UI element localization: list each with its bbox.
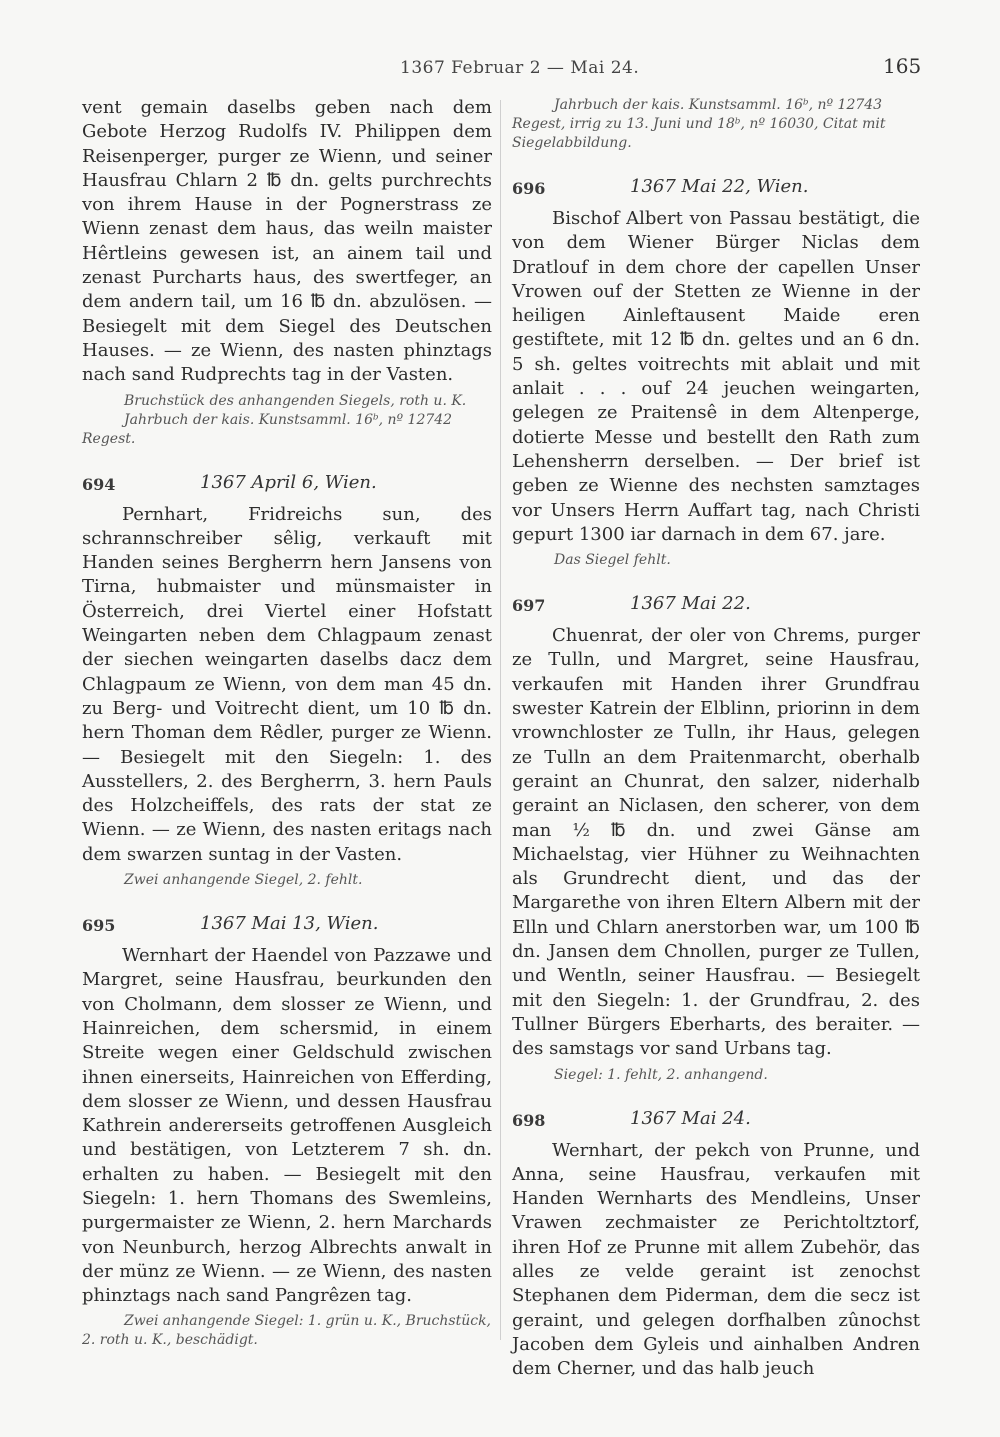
entry-heading-694 (82, 471, 492, 497)
right-column (512, 96, 920, 1381)
note-line: 2. roth u. K., beschädigt. (82, 1332, 258, 1349)
note-line: Zwei anhangende Siegel: 1. grün u. K., Bruchstück, (124, 1313, 492, 1330)
entry-heading-696 (512, 175, 920, 201)
entry-text-695: Wernhart der Haendel von Pazzawe und Margret, seine Hausfrau, beurkunden den von Cholmann, dem slosser ze Wienn, und Hainreichen, dem schersmid, in einem Streite wegen einer Geldschuld zwischen ihnen einerseits, Hainreichen von Efferding, dem slosser ze Wienn, und dessen Hausfrau Kathrein andererseits getroffenen Ausgleich und bestätigen, von Letzterem 7 sh. dn. erhalten zu haben. — Besiegelt mit den Siegeln: 1. hern Thomans des Swemleins, purgermaister ze Wienn, 2. hern Marchards von Neunburch, herzog Albrechts anwalt in der münz ze Wienn. — ze Wienn, des nasten phinztags nach sand Pangrêzen tag. (82, 945, 492, 1307)
entry-date: 1367 Mai 13, Wien. (200, 913, 379, 935)
note-line: Jahrbuch der kais. Kunstsamml. 16ᵇ, nº 12742 (124, 411, 453, 428)
page-number: 165 (883, 54, 922, 78)
entry-number: 698 (512, 1110, 546, 1130)
entry-date: 1367 Mai 22. (630, 593, 751, 615)
continued-entry-text: vent gemain daselbs geben nach dem Gebote Herzog Rudolfs IV. Philippen dem Reisenperger, purger ze Wienn, und seiner Hausfrau Chlarn 2 ℔ dn. gelts purchrechts von ihrem Hause in der Pognerstrass ze Wienn zenast dem haus, das weiln maister Hêrtleins gewesen ist, an ainem tail und zenast Purcharts haus, des swertfeger, an dem andern tail, um 16 ℔ dn. abzulösen. — Besiegelt mit dem Siegel des Deutschen Hauses. — ze Wienn, des nasten phinztags nach sand Rudprechts tag in der Vasten. (82, 97, 492, 386)
entry-date: 1367 Mai 22, Wien. (630, 176, 809, 197)
entry-text-694: Pernhart, Fridreichs sun, des schrannschreiber sêlig, verkauft mit Handen seines Bergherrn hern Jansens von Tirna, hubmaister und münsmaister in Österreich, drei Viertel einer Hofstatt Weingarten neben dem Chlagpaum zenast der siechen weingarten daselbs dacz dem Chlagpaum ze Wienn, von dem man 45 dn. zu Berg- und Voitrecht dient, um 10 ℔ dn. hern Thoman dem Rêdler, purger ze Wienn. — Besiegelt mit den Siegeln: 1. des Ausstellers, 2. des Bergherrn, 3. hern Pauls des Holzcheiffels, des rats der stat ze Wienn. — ze Wienn, des nasten eritags nach dem swarzen suntag in der Vasten. (82, 503, 492, 865)
entry-date: 1367 Mai 24. (630, 1107, 751, 1129)
entry-heading-698 (512, 1107, 920, 1133)
column-divider (500, 100, 501, 1340)
entry-note-694: Zwei anhangende Siegel, 2. fehlt. (124, 872, 363, 889)
entry-text-698: Wernhart, der pekch von Prunne, und Anna, seine Hausfrau, verkaufen mit Handen Wernharts des Mendleins, Unser Vrawen zechmaister ze Perichtoltztorf, ihren Hof ze Prunne mit allem Zubehör, das alles ze velde geraint ist zenochst Stephanen dem Piderman, dem die secz ist geraint, und gelegen dorfhalben zûnochst Jacoben dem Gyleis und ainhalben Andren dem Cherner, und das halb jeuch (512, 1139, 920, 1380)
continued-entry-note (82, 392, 492, 430)
continued-entry-note (512, 96, 920, 153)
entry-note-697: Siegel: 1. fehlt, 2. anhangend. (554, 1066, 768, 1083)
note-line: Bruchstück des anhangenden Siegels, roth u. K. (124, 392, 467, 409)
note-line: Jahrbuch der kais. Kunstsamml. 16ᵇ, nº 12743 (554, 97, 883, 113)
running-title: 1367 Februar 2 — Mai 24. (400, 58, 640, 78)
entry-note-696: Das Siegel fehlt. (554, 552, 671, 569)
entry-heading-697 (512, 592, 920, 618)
entry-heading-695 (82, 912, 492, 938)
entry-text-697: Chuenrat, der oler von Chrems, purger ze Tulln, und Margret, seine Hausfrau, verkaufen mit Handen ihrer Grundfrau swester Katrein der Elblinn, priorinn in dem vrownchloster ze Tulln, ihr Haus, gelegen ze Tulln an dem Praitenmarcht, oberhalb geraint an Chunrat, den salzer, niderhalb geraint an Niclasen, den scherer, von dem man ½ ℔ dn. und zwei Gänse am Michaelstag, vier Hühner zu Weihnachten als Grundrecht dient, und das der Margarethe von ihren Eltern Albern mit der Elln und Chlarn anerstorben war, um 100 ℔ dn. Jansen dem Chnollen, purger ze Tullen, und Wentln, seiner Hausfrau. — Besiegelt mit den Siegeln: 1. der Grundfrau, 2. des Tullner Bürgers Eberharts, des beraiter. — des samstags vor sand Urbans tag. (512, 625, 920, 1060)
continued-entry-note-end: Regest. (82, 430, 136, 447)
note-line: Siegelabbildung. (512, 135, 632, 151)
page-header (0, 54, 1000, 84)
entry-text-696: Bischof Albert von Passau bestätigt, die von dem Wiener Bürger Niclas dem Dratlouf in dem chore der capellen Unser Vrowen ouf der Stetten ze Wienne in der heiligen Ainleftausent Maide eren gestiftete, mit 12 ℔ dn. geltes und an 6 dn. 5 sh. geltes voitrechts mit ablait und mit anlait . . . ouf 24 jeuchen weingarten, gelegen ze Praitensê in dem Altenperge, dotierte Messe und bestellt den Rath zum Lehensherrn derselben. — Der brief ist geben ze Wienne des nechsten samztages vor Unsers Herrn Auffart tag, nach Christi gepurt 1300 iar darnach in dem 67. jare. (512, 208, 920, 545)
entry-date: 1367 April 6, Wien. (200, 471, 377, 493)
entry-number: 696 (512, 179, 546, 198)
entry-note-695 (82, 1312, 492, 1350)
entry-number: 697 (512, 596, 546, 616)
entry-number: 694 (82, 474, 116, 494)
note-line: Regest, irrig zu 13. Juni und 18ᵇ, nº 16030, Citat mit (512, 116, 886, 132)
left-column (82, 96, 492, 1350)
entry-number: 695 (82, 916, 116, 936)
